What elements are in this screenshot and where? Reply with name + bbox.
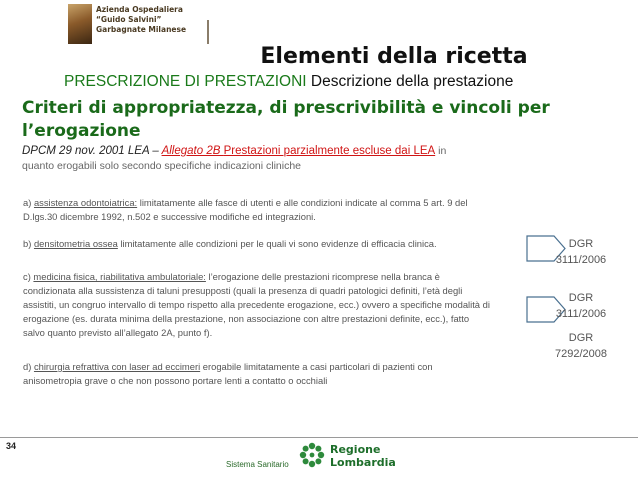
regione-lombardia-rose-icon	[297, 440, 327, 470]
item-d-prefix: d)	[23, 361, 34, 372]
subtitle-green: PRESCRIZIONE DI PRESTAZIONI	[64, 73, 307, 90]
item-b	[23, 237, 493, 251]
criteri-heading: Criteri di appropriatezza, di prescrivibilità e vincoli per l’erogazione	[22, 98, 550, 141]
dgr-3-title: DGR	[568, 332, 594, 344]
logo-line: Garbagnate Milanese	[96, 25, 187, 34]
header-separator	[207, 20, 209, 44]
lombardia-word: Lombardia	[330, 456, 396, 469]
item-a-link: assistenza odontoiatrica:	[33, 197, 138, 208]
dgr-label-1	[541, 236, 621, 268]
hospital-logo-text	[96, 5, 216, 35]
logo-line: “Guido Salvini”	[96, 15, 162, 24]
item-d-text: erogabile limitatamente a casi particolari di pazienti con anisometropia grave o che non possono portare lenti a contatto o occhiali	[23, 361, 433, 386]
item-c-text: l’erogazione delle prestazioni ricomprese nella branca è condizionata alla sussistenza di taluni presupposti (quali la presenza di quadri patologici definiti, l’età degli assistiti, un congruo intervallo di tempo rispetto alla precedente erogazione, ecc.) ovvero a specifiche modalità di erogazione (es. durata minima della prestazione, non associazione con altre prestazioni definite, ecc.), fatto salvo quanto previsto all’allegato 2A, punto f).	[23, 271, 490, 338]
logo-line: Azienda Ospedaliera	[96, 5, 183, 14]
slide-subtitle	[64, 73, 513, 91]
prestazioni-escluse-label: Prestazioni parzialmente escluse dai LEA	[223, 145, 436, 157]
item-b-prefix: b)	[23, 238, 34, 249]
hospital-logo-image	[68, 4, 92, 44]
item-c-link: medicina fisica, riabilitativa ambulatoriale:	[33, 271, 206, 282]
dpcm-in: in	[435, 145, 447, 157]
item-a	[23, 196, 493, 224]
allegato-label: Allegato 2B	[161, 145, 224, 157]
item-a-text: limitatamente alle fasce di utenti e alle condizioni indicate al comma 5 art. 9 del D.lgs.30 dicembre 1992, n.502 e successive modifiche ed integrazioni.	[23, 197, 468, 222]
item-a-prefix: a)	[23, 197, 34, 208]
item-c-prefix: c)	[23, 271, 34, 282]
page-number: 34	[6, 441, 17, 451]
item-b-link: densitometria ossea	[33, 238, 118, 249]
regione-word: Regione	[330, 443, 381, 456]
dgr-2-title: DGR	[568, 292, 594, 304]
item-d-link: chirurgia refrattiva con laser ad eccimeri	[33, 361, 201, 372]
dpcm-reference	[22, 144, 582, 174]
subtitle-black: Descrizione della prestazione	[310, 73, 514, 90]
dgr-2-number: 3111/2006	[555, 308, 607, 320]
dgr-label-2	[541, 290, 621, 322]
dpcm-line2: quanto erogabili solo secondo specifiche indicazioni cliniche	[22, 160, 302, 172]
slide-title	[0, 44, 638, 69]
sistema-sanitario-label: Sistema Sanitario	[226, 460, 289, 469]
dgr-label-3	[541, 330, 621, 362]
dgr-3-number: 7292/2008	[555, 348, 607, 360]
dgr-1-title: DGR	[568, 238, 594, 250]
item-d	[23, 360, 493, 388]
dgr-1-number: 3111/2006	[555, 254, 607, 266]
dpcm-label: DPCM 29 nov. 2001 LEA –	[22, 145, 162, 157]
item-b-text: limitatamente alle condizioni per le quali vi sono evidenze di efficacia clinica.	[117, 238, 437, 249]
item-c	[23, 270, 493, 340]
slide-title-text: Elementi della ricetta	[260, 44, 528, 69]
regione-lombardia-text	[330, 443, 396, 469]
footer-divider	[0, 437, 638, 438]
